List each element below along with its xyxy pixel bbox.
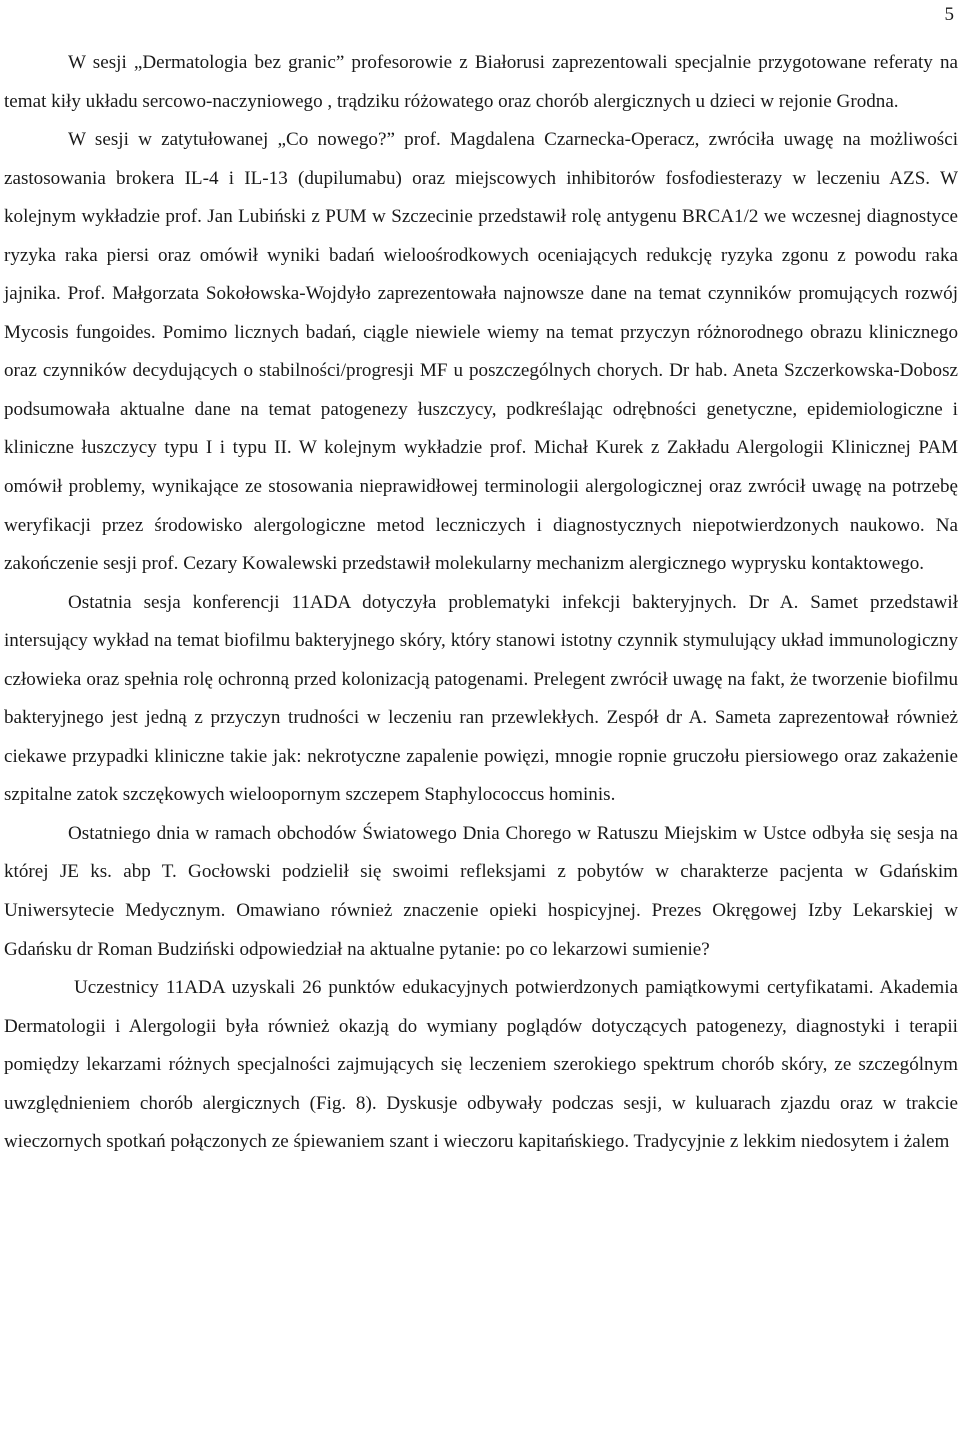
article-body: [4, 44, 958, 1162]
paragraph-participants-summary: Uczestnicy 11ADA uzyskali 26 punktów edukacyjnych potwierdzonych pamiątkowymi certyfikatami. Akademia Dermatologii i Alergologii była również okazją do wymiany poglądów dotyczących patogenezy, diagnostyki i terapii pomiędzy lekarzami różnych specjalności zajmujących się leczeniem szerokiego spektrum chorób skóry, ze szczególnym uwzględnieniem chorób alergicznych (Fig. 8). Dyskusje odbywały podczas sesji, w kuluarach zjazdu oraz w trakcie wieczornych spotkań połączonych ze śpiewaniem szant i wieczoru kapitańskiego. Tradycyjnie z lekkim niedosytem i żalem: [4, 977, 958, 1153]
paragraph-world-day-of-the-sick: Ostatniego dnia w ramach obchodów Światowego Dnia Chorego w Ratuszu Miejskim w Ustce odbyła się sesja na której JE ks. abp T. Gocłowski podzielił się swoimi refleksjami z pobytów w charakterze pacjenta w Gdańskim Uniwersytecie Medycznym. Omawiano również znaczenie opieki hospicyjnej. Prezes Okręgowej Izby Lekarskiej w Gdańsku dr Roman Budziński odpowiedział na aktualne pytanie: po co lekarzowi sumienie?: [4, 822, 958, 960]
paragraph-bacterial-infections-session: Ostatnia sesja konferencji 11ADA dotyczyła problematyki infekcji bakteryjnych. Dr A. Samet przedstawił intersujący wykład na temat biofilmu bakteryjnego skóry, który stanowi istotny czynnik stymulujący układ immunologiczny człowieka oraz spełnia rolę ochronną przed kolonizacją patogenami. Prelegent zwrócił uwagę na fakt, że tworzenie biofilmu bakteryjnego jest jedną z przyczyn trudności w leczeniu ran przewlekłych. Zespół dr A. Sameta zaprezentował również ciekawe przypadki kliniczne takie jak: nekrotyczne zapalenie powięzi, mnogie ropnie gruczołu piersiowego oraz zakażenie szpitalne zatok szczękowych wieloopornym szczepem Staphylococcus hominis.: [4, 591, 958, 806]
page-number: 5: [944, 4, 954, 25]
paragraph-whats-new-session: W sesji w zatytułowanej „Co nowego?” prof. Magdalena Czarnecka-Operacz, zwróciła uwagę na możliwości zastosowania brokera IL-4 i IL-13 (dupilumabu) oraz miejscowych inhibitorów fosfodiesterazy w leczeniu AZS. W kolejnym wykładzie prof. Jan Lubiński z PUM w Szczecinie przedstawił rolę antygenu BRCA1/2 we wczesnej diagnostyce ryzyka raka piersi oraz omówił wyniki badań wieloośrodkowych oceniających redukcję ryzyka zgonu z powodu raka jajnika. Prof. Małgorzata Sokołowska-Wojdyło zaprezentowała najnowsze dane na temat czynników promujących rozwój Mycosis fungoides. Pomimo licznych badań, ciągle niewiele wiemy na temat przyczyn różnorodnego obrazu klinicznego oraz czynników decydujących o stabilności/progresji MF u poszczególnych chorych. Dr hab. Aneta Szczerkowska-Dobosz podsumowała aktualne dane na temat patogenezy łuszczycy, podkreślając odrębności genetyczne, epidemiologiczne i kliniczne łuszczycy typu I i typu II. W kolejnym wykładzie prof. Michał Kurek z Zakładu Alergologii Klinicznej PAM omówił problemy, wynikające ze stosowania nieprawidłowej terminologii alergologicznej oraz zwrócił uwagę na potrzebę weryfikacji przez środowisko alergologiczne metod leczniczych i diagnostycznych niepotwierdzonych naukowo. Na zakończenie sesji prof. Cezary Kowalewski przedstawił molekularny mechanizm alergicznego wyprysku kontaktowego.: [4, 129, 958, 575]
paragraph-dermatology-without-borders: W sesji „Dermatologia bez granic” profesorowie z Białorusi zaprezentowali specjalnie przygotowane referaty na temat kiły układu sercowo-naczyniowego , trądziku różowatego oraz chorób alergicznych u dzieci w rejonie Grodna.: [4, 52, 958, 112]
